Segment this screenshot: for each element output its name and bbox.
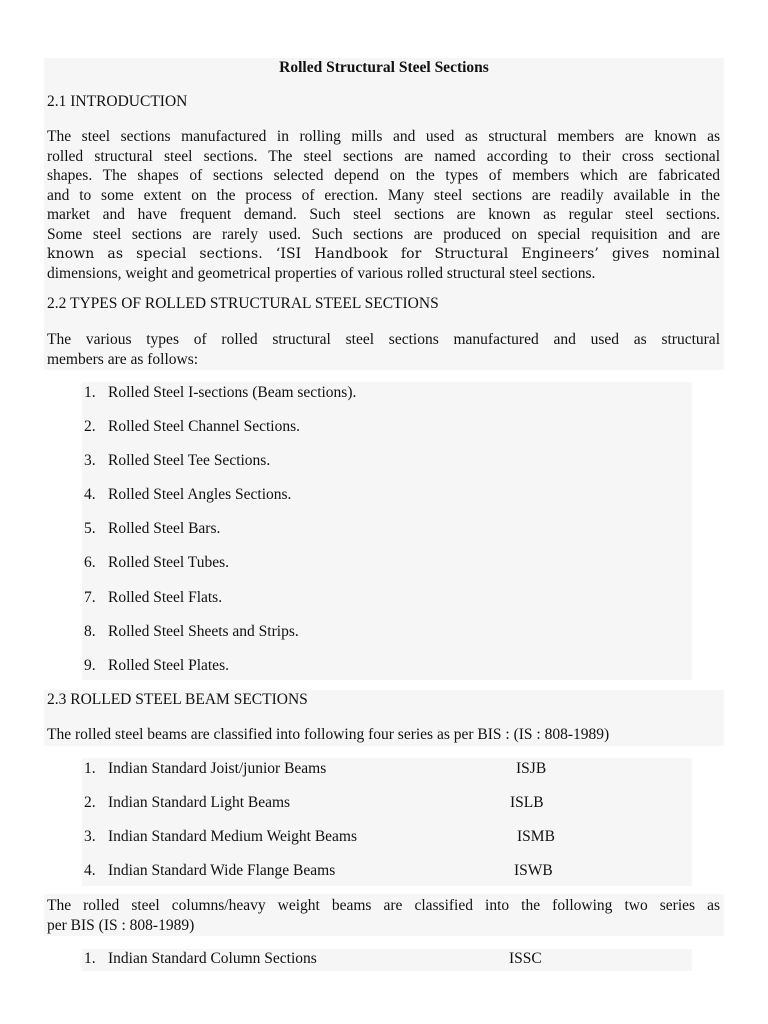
paragraph-line: The steel sections manufactured in rolling mills and used as structural members are known as: [47, 128, 720, 145]
list-number: 4.: [84, 862, 96, 879]
paragraph-line: rolled structural steel sections. The steel sections are named according to their cross sectional: [47, 147, 720, 165]
beam-series-item: [84, 794, 290, 812]
paragraph-line: Some steel sections are rarely used. Such sections are produced on special requisition and are: [47, 225, 720, 243]
list-item: [84, 657, 229, 675]
list-item: [84, 418, 300, 436]
list-number: 3.: [84, 828, 96, 845]
list-number: 1.: [84, 384, 96, 401]
paragraph-line: and to some extent on the process of erection. Many steel sections are readily available in the: [47, 186, 720, 204]
list-number: 2.: [84, 794, 96, 811]
list-text: Rolled Steel I-sections (Beam sections).: [108, 384, 357, 401]
page-title: Rolled Structural Steel Sections: [279, 59, 489, 76]
paragraph-line: dimensions, weight and geometrical properties of various rolled structural steel sections.: [47, 265, 596, 283]
list-item: [84, 520, 220, 538]
list-item: [84, 486, 291, 504]
beam-series-item: [84, 760, 326, 778]
paragraph-line: members are as follows:: [47, 350, 199, 368]
list-text: Indian Standard Column Sections: [108, 950, 317, 967]
list-text: Rolled Steel Tubes.: [108, 554, 230, 571]
list-number: 6.: [84, 554, 96, 571]
list-number: 2.: [84, 418, 96, 435]
list-text: Indian Standard Medium Weight Beams: [108, 828, 358, 845]
list-text: Rolled Steel Sheets and Strips.: [108, 623, 299, 640]
list-item: [84, 589, 222, 607]
list-text: Rolled Steel Flats.: [108, 589, 223, 606]
list-text: Rolled Steel Tee Sections.: [108, 452, 271, 469]
list-number: 7.: [84, 589, 96, 606]
list-number: 1.: [84, 760, 96, 777]
section-heading-beam-sections: 2.3 ROLLED STEEL BEAM SECTIONS: [47, 691, 308, 708]
list-number: 8.: [84, 623, 96, 640]
list-text: Indian Standard Wide Flange Beams: [108, 862, 336, 879]
list-item: [84, 384, 356, 402]
paragraph-line: The various types of rolled structural steel sections manufactured and used as structural: [47, 331, 720, 348]
list-item: [84, 452, 270, 470]
paragraph-line: shapes. The shapes of sections selected depend on the types of members which are fabricated: [47, 167, 720, 185]
list-text: Rolled Steel Angles Sections.: [108, 486, 292, 503]
series-code: ISSC: [509, 950, 542, 967]
list-number: 4.: [84, 486, 96, 503]
section-heading-introduction: 2.1 INTRODUCTION: [47, 93, 188, 110]
list-text: Rolled Steel Bars.: [108, 520, 221, 537]
paragraph-line: per BIS (IS : 808-1989): [47, 916, 195, 934]
list-text: Rolled Steel Channel Sections.: [108, 418, 301, 435]
list-number: 1.: [84, 950, 96, 967]
series-code: ISLB: [510, 794, 544, 811]
beam-series-item: [84, 862, 335, 880]
introduction-paragraph: [47, 127, 720, 284]
list-text: Indian Standard Joist/junior Beams: [108, 760, 327, 777]
list-item: [84, 554, 229, 572]
column-series-item: [84, 950, 317, 968]
series-code: ISMB: [517, 828, 555, 845]
beam-series-intro: The rolled steel beams are classified into following four series as per BIS : (IS : 808-1989): [47, 726, 610, 743]
list-number: 3.: [84, 452, 96, 469]
list-text: Indian Standard Light Beams: [108, 794, 291, 811]
list-text: Rolled Steel Plates.: [108, 657, 229, 674]
columns-intro-paragraph: [47, 896, 720, 935]
list-number: 5.: [84, 520, 96, 537]
beam-series-item: [84, 828, 357, 846]
series-code: ISJB: [516, 760, 547, 777]
paragraph-line: market and have frequent demand. Such steel sections are known as regular steel sections.: [47, 206, 720, 224]
paragraph-line: The rolled steel columns/heavy weight beams are classified into the following two series as: [47, 897, 720, 914]
paragraph-line: known as special sections. ‘ISI Handbook for Structural Engineers’ gives nominal: [47, 245, 720, 262]
types-intro-paragraph: [47, 330, 720, 369]
series-code: ISWB: [514, 862, 553, 879]
list-item: [84, 623, 299, 641]
section-heading-types: 2.2 TYPES OF ROLLED STRUCTURAL STEEL SECTIONS: [47, 295, 439, 312]
list-number: 9.: [84, 657, 96, 674]
